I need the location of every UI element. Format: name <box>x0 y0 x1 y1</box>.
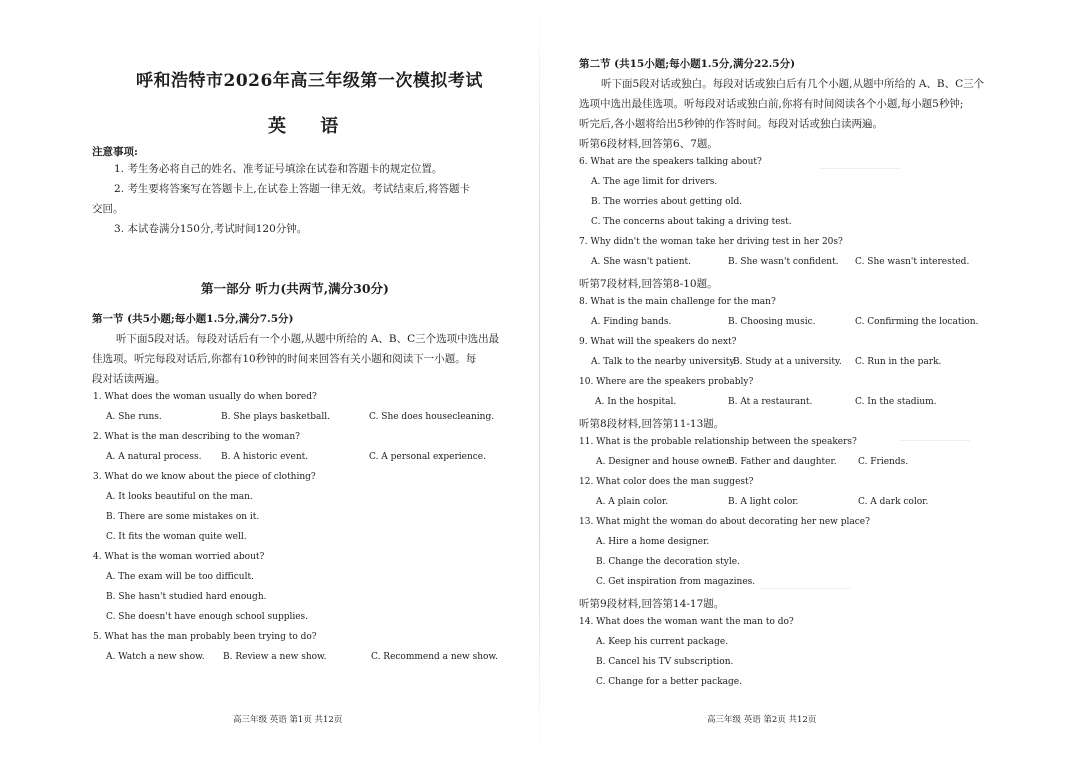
section-two-instructions-3: 听完后,各小题将给出5秒钟的作答时间。每段对话或独白读两遍。 <box>579 118 884 130</box>
section-two-instructions: 听下面5段对话或独白。每段对话或独白后有几个小题,从题中所给的 A、B、C三个 <box>601 78 985 90</box>
q10-option-b: B. At a restaurant. <box>728 397 813 407</box>
q2-option-b: B. A historic event. <box>221 452 309 462</box>
question-14: 14. What does the woman want the man to do? <box>579 617 794 627</box>
q10-option-a: A. In the hospital. <box>595 397 677 407</box>
section-two-instructions-2: 选项中选出最佳选项。听每段对话或独白前,你将有时间阅读各个小题,每小题5秒钟; <box>579 98 964 110</box>
q1-option-c: C. She does housecleaning. <box>369 412 495 422</box>
section-two-heading: 第二节 (共15小题;每小题1.5分,满分22.5分) <box>579 58 796 70</box>
question-7: 7. Why didn't the woman take her driving test in her 20s? <box>579 237 843 247</box>
material-7-heading: 听第7段材料,回答第8-10题。 <box>579 278 718 290</box>
q1-option-a: A. She runs. <box>106 412 162 422</box>
section-one-instructions-2: 佳选项。听完每段对话后,你都有10秒钟的时间来回答有关小题和阅读下一小题。每 <box>92 353 477 365</box>
q7-option-c: C. She wasn't interested. <box>855 257 970 267</box>
q14-option-a: A. Keep his current package. <box>596 637 729 647</box>
section-one-instructions-3: 段对话读两遍。 <box>92 373 166 385</box>
question-8: 8. What is the main challenge for the man? <box>579 297 776 307</box>
q4-option-b: B. She hasn't studied hard enough. <box>106 592 267 602</box>
q2-option-c: C. A personal experience. <box>369 452 486 462</box>
q8-option-c: C. Confirming the location. <box>855 317 979 327</box>
q5-option-a: A. Watch a new show. <box>106 652 205 662</box>
notice-item-3: 3. 本试卷满分150分,考试时间120分钟。 <box>114 223 308 235</box>
q11-option-c: C. Friends. <box>858 457 909 467</box>
subject-title: 英 语 <box>268 116 353 137</box>
q9-option-b: B. Study at a university. <box>733 357 842 367</box>
notice-heading: 注意事项: <box>92 146 138 158</box>
material-9-heading: 听第9段材料,回答第14-17题。 <box>579 598 725 610</box>
q3-option-c: C. It fits the woman quite well. <box>106 532 247 542</box>
question-1: 1. What does the woman usually do when bored? <box>93 392 317 402</box>
q9-option-a: A. Talk to the nearby university. <box>591 357 737 367</box>
exam-title: 呼和浩特市2026年高三年级第一次模拟考试 <box>136 71 483 91</box>
q14-option-b: B. Cancel his TV subscription. <box>596 657 734 667</box>
question-4: 4. What is the woman worried about? <box>93 552 265 562</box>
q4-option-c: C. She doesn't have enough school supplies. <box>106 612 309 622</box>
q10-option-c: C. In the stadium. <box>855 397 937 407</box>
right-page <box>540 0 1080 762</box>
q9-option-c: C. Run in the park. <box>855 357 942 367</box>
scan-artifact <box>900 440 970 441</box>
page-footer: 高三年级 英语 第1页 共12页 <box>233 715 343 725</box>
page-footer: 高三年级 英语 第2页 共12页 <box>707 715 817 725</box>
scan-artifact <box>820 168 900 169</box>
q11-option-a: A. Designer and house owner. <box>596 457 733 467</box>
q5-option-b: B. Review a new show. <box>223 652 327 662</box>
q3-option-a: A. It looks beautiful on the man. <box>106 492 253 502</box>
q12-option-a: A. A plain color. <box>596 497 669 507</box>
q8-option-b: B. Choosing music. <box>728 317 816 327</box>
question-9: 9. What will the speakers do next? <box>579 337 737 347</box>
q11-option-b: B. Father and daughter. <box>728 457 837 467</box>
q3-option-b: B. There are some mistakes on it. <box>106 512 260 522</box>
scan-artifact <box>760 588 850 589</box>
question-10: 10. Where are the speakers probably? <box>579 377 754 387</box>
notice-item-2: 2. 考生要将答案写在答题卡上,在试卷上答题一律无效。考试结束后,将答题卡 <box>114 183 471 195</box>
q8-option-a: A. Finding bands. <box>591 317 672 327</box>
section-one-instructions: 听下面5段对话。每段对话后有一个小题,从题中所给的 A、B、C三个选项中选出最 <box>116 333 500 345</box>
q13-option-c: C. Get inspiration from magazines. <box>596 577 756 587</box>
question-11: 11. What is the probable relationship between the speakers? <box>579 437 857 447</box>
q12-option-b: B. A light color. <box>728 497 799 507</box>
q6-option-a: A. The age limit for drivers. <box>591 177 718 187</box>
question-5: 5. What has the man probably been trying to do? <box>93 632 317 642</box>
q2-option-a: A. A natural process. <box>106 452 202 462</box>
q6-option-b: B. The worries about getting old. <box>591 197 743 207</box>
q13-option-a: A. Hire a home designer. <box>596 537 710 547</box>
part-one-heading: 第一部分 听力(共两节,满分30分) <box>201 281 389 296</box>
question-13: 13. What might the woman do about decorating her new place? <box>579 517 870 527</box>
material-8-heading: 听第8段材料,回答第11-13题。 <box>579 418 725 430</box>
question-3: 3. What do we know about the piece of clothing? <box>93 472 316 482</box>
question-6: 6. What are the speakers talking about? <box>579 157 762 167</box>
q5-option-c: C. Recommend a new show. <box>371 652 498 662</box>
q6-option-c: C. The concerns about taking a driving test. <box>591 217 792 227</box>
q7-option-b: B. She wasn't confident. <box>728 257 839 267</box>
question-12: 12. What color does the man suggest? <box>579 477 754 487</box>
q7-option-a: A. She wasn't patient. <box>591 257 692 267</box>
material-6-heading: 听第6段材料,回答第6、7题。 <box>579 138 718 150</box>
q4-option-a: A. The exam will be too difficult. <box>106 572 254 582</box>
notice-item-1: 1. 考生务必将自己的姓名、准考证号填涂在试卷和答题卡的规定位置。 <box>114 163 443 175</box>
q13-option-b: B. Change the decoration style. <box>596 557 740 567</box>
section-one-heading: 第一节 (共5小题;每小题1.5分,满分7.5分) <box>92 313 294 325</box>
q12-option-c: C. A dark color. <box>858 497 929 507</box>
q14-option-c: C. Change for a better package. <box>596 677 742 687</box>
question-2: 2. What is the man describing to the woman? <box>93 432 300 442</box>
notice-item-2-cont: 交回。 <box>92 203 124 215</box>
q1-option-b: B. She plays basketball. <box>221 412 330 422</box>
